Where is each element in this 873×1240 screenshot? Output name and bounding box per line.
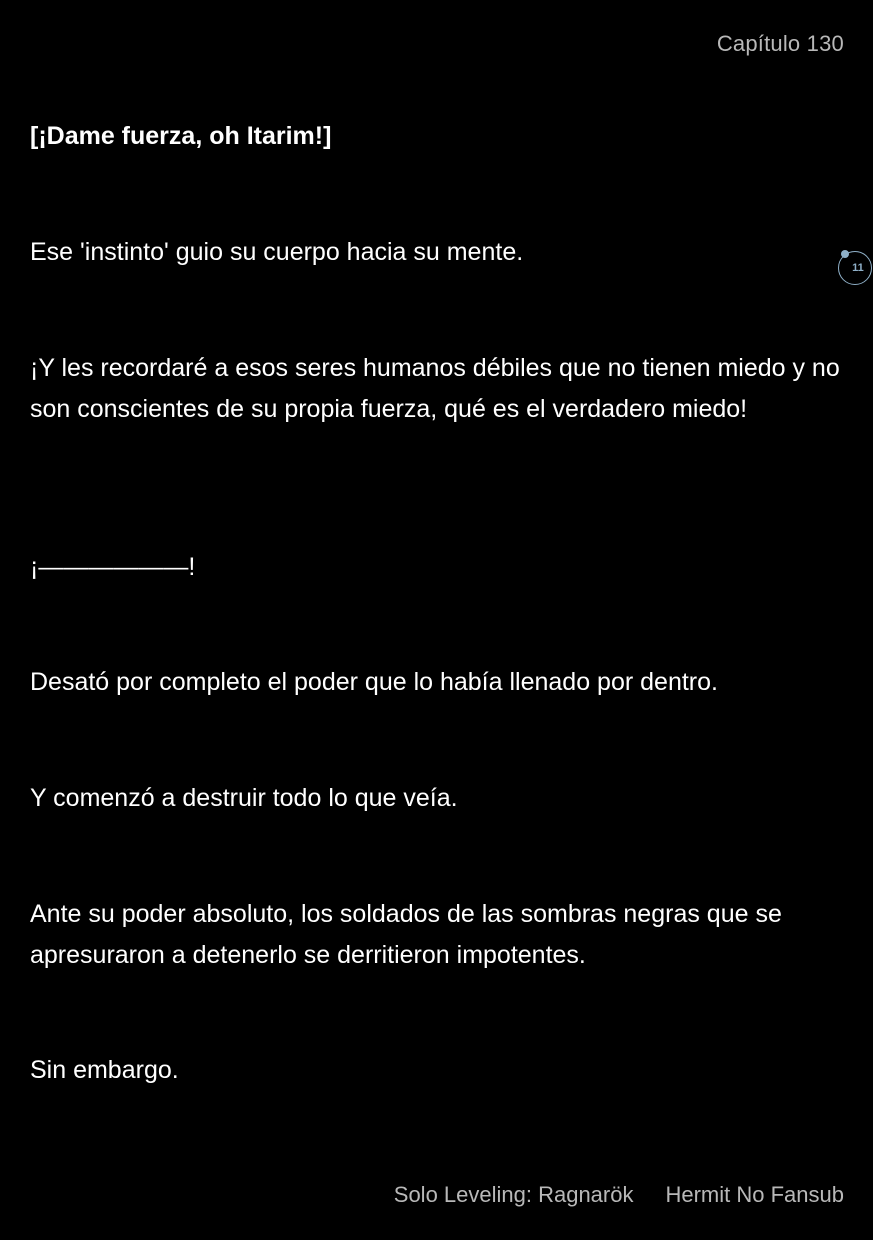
paragraph: [¡Dame fuerza, oh Itarim!] <box>30 122 332 150</box>
paragraph: Y comenzó a destruir todo lo que veía. <box>30 784 458 812</box>
paragraph: ¡Y les recordaré a esos seres humanos débiles que no tienen miedo y no son conscientes de su propia fuerza, qué es el verdadero miedo! <box>30 354 840 423</box>
indicator-dot-icon <box>841 250 849 258</box>
paragraph: Desató por completo el poder que lo había llenado por dentro. <box>30 668 718 696</box>
footer-group: Hermit No Fansub <box>665 1182 844 1207</box>
footer-title: Solo Leveling: Ragnarök <box>393 1182 634 1207</box>
page-indicator-button[interactable] <box>838 251 872 285</box>
chapter-title: Capítulo 130 <box>716 31 844 56</box>
paragraph: Ese 'instinto' guio su cuerpo hacia su mente. <box>30 238 524 266</box>
footer <box>394 1182 844 1208</box>
paragraph: Sin embargo. <box>30 1056 179 1084</box>
paragraph: ¡——————! <box>30 553 196 581</box>
page-indicator-number: 11 <box>852 262 864 274</box>
paragraph: Ante su poder absoluto, los soldados de las sombras negras que se apresuraron a detenerlo se derritieron impotentes. <box>30 900 782 969</box>
